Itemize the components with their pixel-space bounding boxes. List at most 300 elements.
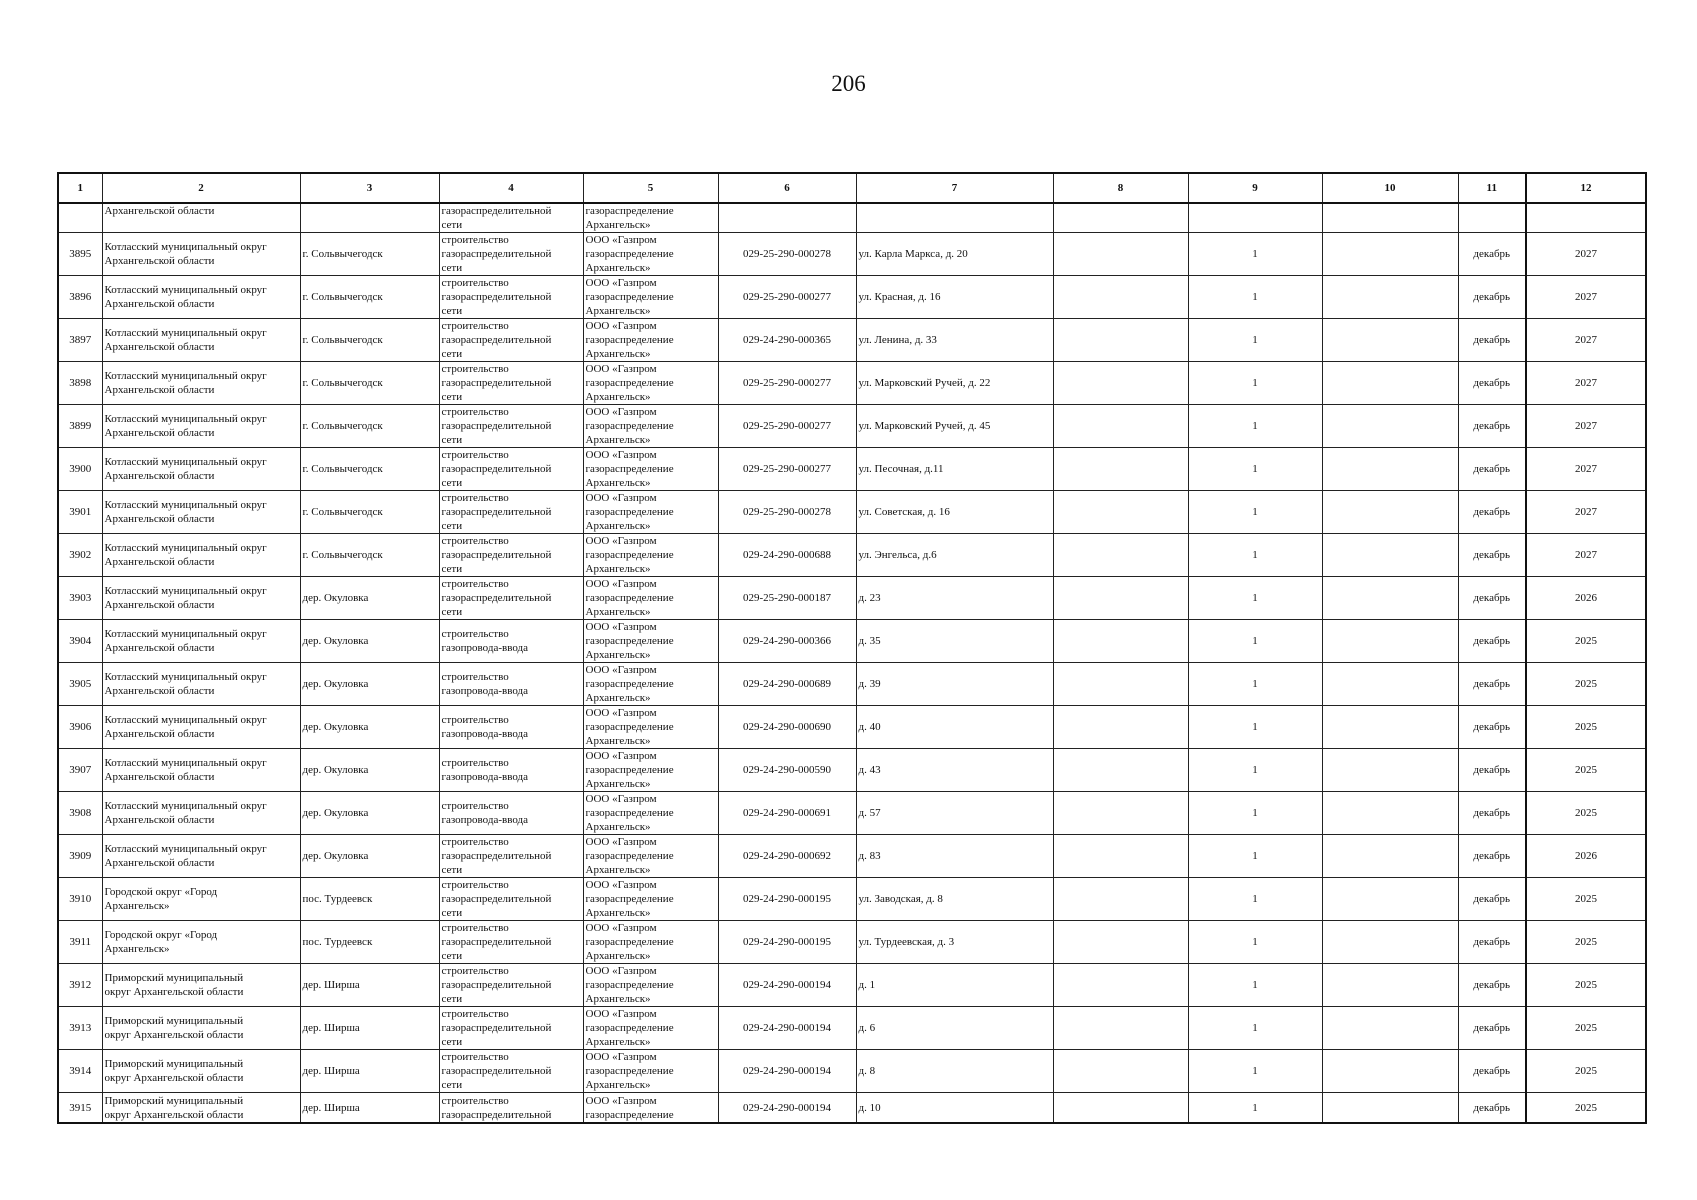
quantity-cell: 1 xyxy=(1188,319,1322,362)
empty-cell xyxy=(1053,921,1188,964)
settlement-cell: пос. Турдеевск xyxy=(300,921,439,964)
organization-cell: ООО «Газпром газораспределение Архангельск» xyxy=(583,706,718,749)
table-row xyxy=(58,792,1646,835)
month-cell: декабрь xyxy=(1458,362,1526,405)
address-cell: д. 83 xyxy=(856,835,1053,878)
year-cell: 2025 xyxy=(1526,1050,1646,1093)
month-cell: декабрь xyxy=(1458,1007,1526,1050)
code-cell: 029-24-290-000690 xyxy=(718,706,856,749)
month-cell: декабрь xyxy=(1458,706,1526,749)
district-cell: Котласский муниципальный округ Архангельской области xyxy=(102,405,300,448)
settlement-cell: дер. Ширша xyxy=(300,964,439,1007)
table-row xyxy=(58,620,1646,663)
row-number-cell: 3909 xyxy=(58,835,102,878)
empty-cell xyxy=(1053,835,1188,878)
table-row xyxy=(58,276,1646,319)
organization-cell: ООО «Газпром газораспределение Архангельск» xyxy=(583,319,718,362)
month-cell: декабрь xyxy=(1458,233,1526,276)
column-number: 6 xyxy=(718,173,856,203)
year-cell: 2025 xyxy=(1526,921,1646,964)
table-body xyxy=(58,173,1646,1123)
empty-cell xyxy=(1322,405,1458,448)
code-cell xyxy=(718,203,856,233)
empty-cell xyxy=(1053,276,1188,319)
organization-cell: ООО «Газпром газораспределение Архангельск» xyxy=(583,534,718,577)
month-cell: декабрь xyxy=(1458,964,1526,1007)
year-cell: 2025 xyxy=(1526,620,1646,663)
table-row xyxy=(58,1093,1646,1124)
year-cell: 2027 xyxy=(1526,448,1646,491)
quantity-cell: 1 xyxy=(1188,749,1322,792)
table-row xyxy=(58,706,1646,749)
address-cell: ул. Песочная, д.11 xyxy=(856,448,1053,491)
settlement-cell: дер. Окуловка xyxy=(300,663,439,706)
empty-cell xyxy=(1322,362,1458,405)
empty-cell xyxy=(1053,964,1188,1007)
year-cell: 2025 xyxy=(1526,663,1646,706)
column-number: 9 xyxy=(1188,173,1322,203)
address-cell: ул. Карла Маркса, д. 20 xyxy=(856,233,1053,276)
organization-cell: ООО «Газпром газораспределение Архангельск» xyxy=(583,663,718,706)
row-number-cell: 3914 xyxy=(58,1050,102,1093)
column-number: 3 xyxy=(300,173,439,203)
code-cell: 029-24-290-000691 xyxy=(718,792,856,835)
settlement-cell: дер. Окуловка xyxy=(300,706,439,749)
code-cell: 029-25-290-000277 xyxy=(718,405,856,448)
address-cell xyxy=(856,203,1053,233)
month-cell: декабрь xyxy=(1458,405,1526,448)
empty-cell xyxy=(1322,276,1458,319)
quantity-cell: 1 xyxy=(1188,663,1322,706)
address-cell: д. 8 xyxy=(856,1050,1053,1093)
address-cell: д. 10 xyxy=(856,1093,1053,1124)
address-cell: д. 1 xyxy=(856,964,1053,1007)
month-cell: декабрь xyxy=(1458,835,1526,878)
empty-cell xyxy=(1053,663,1188,706)
column-number: 1 xyxy=(58,173,102,203)
settlement-cell: г. Сольвычегодск xyxy=(300,448,439,491)
code-cell: 029-24-290-000194 xyxy=(718,1007,856,1050)
table-row xyxy=(58,534,1646,577)
organization-cell: ООО «Газпром газораспределение Архангельск» xyxy=(583,276,718,319)
district-cell: Котласский муниципальный округ Архангельской области xyxy=(102,362,300,405)
quantity-cell: 1 xyxy=(1188,491,1322,534)
empty-cell xyxy=(1053,448,1188,491)
address-cell: д. 40 xyxy=(856,706,1053,749)
table-row xyxy=(58,233,1646,276)
work-type-cell: строительство газопровода-ввода xyxy=(439,792,583,835)
work-type-cell: строительство газораспределительной сети xyxy=(439,233,583,276)
code-cell: 029-24-290-000692 xyxy=(718,835,856,878)
district-cell: Котласский муниципальный округ Архангельской области xyxy=(102,749,300,792)
month-cell: декабрь xyxy=(1458,749,1526,792)
empty-cell xyxy=(1053,534,1188,577)
year-cell: 2025 xyxy=(1526,1093,1646,1124)
empty-cell xyxy=(1322,835,1458,878)
row-number-cell: 3906 xyxy=(58,706,102,749)
empty-cell xyxy=(1322,534,1458,577)
row-number-cell: 3897 xyxy=(58,319,102,362)
row-number-cell: 3895 xyxy=(58,233,102,276)
empty-cell xyxy=(1322,964,1458,1007)
work-type-cell: строительство газораспределительной сети xyxy=(439,964,583,1007)
column-number: 4 xyxy=(439,173,583,203)
empty-cell xyxy=(1053,1050,1188,1093)
empty-cell xyxy=(1053,1093,1188,1124)
quantity-cell: 1 xyxy=(1188,405,1322,448)
month-cell: декабрь xyxy=(1458,1050,1526,1093)
address-cell: ул. Советская, д. 16 xyxy=(856,491,1053,534)
address-cell: ул. Турдеевская, д. 3 xyxy=(856,921,1053,964)
row-number-cell: 3915 xyxy=(58,1093,102,1124)
work-type-cell: строительство газораспределительной сети xyxy=(439,319,583,362)
empty-cell xyxy=(1322,620,1458,663)
month-cell: декабрь xyxy=(1458,792,1526,835)
empty-cell xyxy=(1322,706,1458,749)
settlement-cell: пос. Турдеевск xyxy=(300,878,439,921)
settlement-cell: дер. Окуловка xyxy=(300,620,439,663)
settlement-cell: дер. Ширша xyxy=(300,1050,439,1093)
quantity-cell: 1 xyxy=(1188,921,1322,964)
month-cell: декабрь xyxy=(1458,878,1526,921)
column-number: 5 xyxy=(583,173,718,203)
row-number-cell: 3900 xyxy=(58,448,102,491)
settlement-cell: г. Сольвычегодск xyxy=(300,276,439,319)
work-type-cell: строительство газопровода-ввода xyxy=(439,706,583,749)
code-cell: 029-25-290-000278 xyxy=(718,491,856,534)
table-row xyxy=(58,362,1646,405)
column-number: 7 xyxy=(856,173,1053,203)
month-cell: декабрь xyxy=(1458,534,1526,577)
quantity-cell: 1 xyxy=(1188,233,1322,276)
work-type-cell: строительство газораспределительной сети xyxy=(439,577,583,620)
district-cell: Котласский муниципальный округ Архангельской области xyxy=(102,706,300,749)
table-row xyxy=(58,878,1646,921)
work-type-cell: строительство газопровода-ввода xyxy=(439,620,583,663)
settlement-cell: дер. Ширша xyxy=(300,1093,439,1124)
table-row xyxy=(58,491,1646,534)
settlement-cell: г. Сольвычегодск xyxy=(300,491,439,534)
organization-cell: ООО «Газпром газораспределение Архангельск» xyxy=(583,577,718,620)
address-cell: д. 43 xyxy=(856,749,1053,792)
address-cell: ул. Марковский Ручей, д. 45 xyxy=(856,405,1053,448)
organization-cell: ООО «Газпром газораспределение Архангельск» xyxy=(583,964,718,1007)
table-row xyxy=(58,921,1646,964)
district-cell: Котласский муниципальный округ Архангельской области xyxy=(102,577,300,620)
empty-cell xyxy=(1053,706,1188,749)
address-cell: д. 57 xyxy=(856,792,1053,835)
year-cell: 2027 xyxy=(1526,362,1646,405)
month-cell: декабрь xyxy=(1458,448,1526,491)
code-cell: 029-25-290-000187 xyxy=(718,577,856,620)
district-cell: Котласский муниципальный округ Архангельской области xyxy=(102,663,300,706)
work-type-cell: строительство газораспределительной сети xyxy=(439,448,583,491)
row-number-cell: 3899 xyxy=(58,405,102,448)
district-cell: Котласский муниципальный округ Архангельской области xyxy=(102,319,300,362)
row-number-cell xyxy=(58,203,102,233)
column-number: 10 xyxy=(1322,173,1458,203)
address-cell: ул. Заводская, д. 8 xyxy=(856,878,1053,921)
organization-cell: ООО «Газпром газораспределение Архангельск» xyxy=(583,362,718,405)
work-type-cell: строительство газораспределительной сети xyxy=(439,362,583,405)
work-type-cell: строительство газораспределительной сети xyxy=(439,878,583,921)
work-type-cell: строительство газопровода-ввода xyxy=(439,663,583,706)
year-cell: 2025 xyxy=(1526,749,1646,792)
empty-cell xyxy=(1053,203,1188,233)
quantity-cell: 1 xyxy=(1188,276,1322,319)
column-number: 2 xyxy=(102,173,300,203)
work-type-cell: строительство газораспределительной сети xyxy=(439,491,583,534)
row-number-cell: 3903 xyxy=(58,577,102,620)
empty-cell xyxy=(1322,749,1458,792)
code-cell: 029-24-290-000194 xyxy=(718,964,856,1007)
empty-cell xyxy=(1322,663,1458,706)
code-cell: 029-24-290-000688 xyxy=(718,534,856,577)
empty-cell xyxy=(1322,233,1458,276)
code-cell: 029-24-290-000194 xyxy=(718,1093,856,1124)
year-cell xyxy=(1526,203,1646,233)
code-cell: 029-25-290-000277 xyxy=(718,362,856,405)
settlement-cell: г. Сольвычегодск xyxy=(300,534,439,577)
row-number-cell: 3907 xyxy=(58,749,102,792)
work-type-cell: газораспределительной сети xyxy=(439,203,583,233)
address-cell: д. 39 xyxy=(856,663,1053,706)
month-cell: декабрь xyxy=(1458,319,1526,362)
row-number-cell: 3902 xyxy=(58,534,102,577)
quantity-cell: 1 xyxy=(1188,792,1322,835)
quantity-cell: 1 xyxy=(1188,835,1322,878)
work-type-cell: строительство газораспределительной сети xyxy=(439,835,583,878)
quantity-cell xyxy=(1188,203,1322,233)
table-row xyxy=(58,964,1646,1007)
empty-cell xyxy=(1053,362,1188,405)
empty-cell xyxy=(1322,878,1458,921)
work-type-cell: строительство газораспределительной сети xyxy=(439,1007,583,1050)
empty-cell xyxy=(1053,749,1188,792)
month-cell: декабрь xyxy=(1458,276,1526,319)
year-cell: 2026 xyxy=(1526,577,1646,620)
code-cell: 029-24-290-000195 xyxy=(718,878,856,921)
address-cell: д. 6 xyxy=(856,1007,1053,1050)
table-row xyxy=(58,1050,1646,1093)
address-cell: ул. Марковский Ручей, д. 22 xyxy=(856,362,1053,405)
settlement-cell: дер. Окуловка xyxy=(300,577,439,620)
quantity-cell: 1 xyxy=(1188,964,1322,1007)
column-number-row xyxy=(58,173,1646,203)
code-cell: 029-24-290-000366 xyxy=(718,620,856,663)
organization-cell: ООО «Газпром газораспределение Архангельск» xyxy=(583,835,718,878)
empty-cell xyxy=(1053,319,1188,362)
code-cell: 029-25-290-000277 xyxy=(718,276,856,319)
district-cell: Городской округ «Город Архангельск» xyxy=(102,921,300,964)
settlement-cell: дер. Окуловка xyxy=(300,792,439,835)
quantity-cell: 1 xyxy=(1188,534,1322,577)
quantity-cell: 1 xyxy=(1188,1093,1322,1124)
table-row xyxy=(58,577,1646,620)
quantity-cell: 1 xyxy=(1188,878,1322,921)
empty-cell xyxy=(1053,405,1188,448)
district-cell: Приморский муниципальный округ Архангельской области xyxy=(102,1093,300,1124)
district-cell: Приморский муниципальный округ Архангельской области xyxy=(102,1050,300,1093)
empty-cell xyxy=(1322,1007,1458,1050)
quantity-cell: 1 xyxy=(1188,1007,1322,1050)
settlement-cell: дер. Окуловка xyxy=(300,749,439,792)
work-type-cell: строительство газораспределительной сети xyxy=(439,534,583,577)
table-row xyxy=(58,1007,1646,1050)
address-cell: д. 23 xyxy=(856,577,1053,620)
empty-cell xyxy=(1322,921,1458,964)
district-cell: Котласский муниципальный округ Архангельской области xyxy=(102,534,300,577)
year-cell: 2027 xyxy=(1526,319,1646,362)
empty-cell xyxy=(1322,1050,1458,1093)
code-cell: 029-24-290-000590 xyxy=(718,749,856,792)
year-cell: 2025 xyxy=(1526,964,1646,1007)
row-number-cell: 3913 xyxy=(58,1007,102,1050)
column-number: 12 xyxy=(1526,173,1646,203)
year-cell: 2026 xyxy=(1526,835,1646,878)
empty-cell xyxy=(1322,792,1458,835)
row-number-cell: 3910 xyxy=(58,878,102,921)
organization-cell: ООО «Газпром газораспределение xyxy=(583,1093,718,1124)
district-cell: Котласский муниципальный округ Архангельской области xyxy=(102,792,300,835)
carry-over-row xyxy=(58,203,1646,233)
empty-cell xyxy=(1322,448,1458,491)
code-cell: 029-25-290-000278 xyxy=(718,233,856,276)
empty-cell xyxy=(1322,319,1458,362)
work-type-cell: строительство газораспределительной сети xyxy=(439,276,583,319)
organization-cell: ООО «Газпром газораспределение Архангельск» xyxy=(583,448,718,491)
district-cell: Архангельской области xyxy=(102,203,300,233)
district-cell: Приморский муниципальный округ Архангельской области xyxy=(102,1007,300,1050)
year-cell: 2027 xyxy=(1526,491,1646,534)
code-cell: 029-24-290-000689 xyxy=(718,663,856,706)
work-type-cell: строительство газораспределительной xyxy=(439,1093,583,1124)
quantity-cell: 1 xyxy=(1188,448,1322,491)
address-cell: д. 35 xyxy=(856,620,1053,663)
quantity-cell: 1 xyxy=(1188,1050,1322,1093)
table-row xyxy=(58,448,1646,491)
year-cell: 2025 xyxy=(1526,878,1646,921)
table-row xyxy=(58,835,1646,878)
settlement-cell: г. Сольвычегодск xyxy=(300,362,439,405)
organization-cell: ООО «Газпром газораспределение Архангельск» xyxy=(583,620,718,663)
column-number: 11 xyxy=(1458,173,1526,203)
row-number-cell: 3905 xyxy=(58,663,102,706)
work-type-cell: строительство газопровода-ввода xyxy=(439,749,583,792)
row-number-cell: 3901 xyxy=(58,491,102,534)
empty-cell xyxy=(1053,233,1188,276)
address-cell: ул. Красная, д. 16 xyxy=(856,276,1053,319)
month-cell: декабрь xyxy=(1458,491,1526,534)
organization-cell: ООО «Газпром газораспределение Архангельск» xyxy=(583,878,718,921)
empty-cell xyxy=(1322,577,1458,620)
empty-cell xyxy=(1322,1093,1458,1124)
row-number-cell: 3904 xyxy=(58,620,102,663)
code-cell: 029-24-290-000194 xyxy=(718,1050,856,1093)
organization-cell: ООО «Газпром газораспределение Архангельск» xyxy=(583,792,718,835)
row-number-cell: 3896 xyxy=(58,276,102,319)
district-cell: Котласский муниципальный округ Архангельской области xyxy=(102,233,300,276)
row-number-cell: 3898 xyxy=(58,362,102,405)
empty-cell xyxy=(1053,792,1188,835)
work-type-cell: строительство газораспределительной сети xyxy=(439,921,583,964)
empty-cell xyxy=(1053,491,1188,534)
settlement-cell: г. Сольвычегодск xyxy=(300,319,439,362)
month-cell: декабрь xyxy=(1458,921,1526,964)
settlement-cell: дер. Ширша xyxy=(300,1007,439,1050)
district-cell: Котласский муниципальный округ Архангельской области xyxy=(102,276,300,319)
organization-cell: газораспределение Архангельск» xyxy=(583,203,718,233)
district-cell: Котласский муниципальный округ Архангельской области xyxy=(102,835,300,878)
empty-cell xyxy=(1322,491,1458,534)
empty-cell xyxy=(1053,878,1188,921)
table-row xyxy=(58,319,1646,362)
quantity-cell: 1 xyxy=(1188,706,1322,749)
month-cell: декабрь xyxy=(1458,577,1526,620)
table-row xyxy=(58,749,1646,792)
table-row xyxy=(58,405,1646,448)
organization-cell: ООО «Газпром газораспределение Архангельск» xyxy=(583,1007,718,1050)
year-cell: 2025 xyxy=(1526,706,1646,749)
district-cell: Котласский муниципальный округ Архангельской области xyxy=(102,491,300,534)
year-cell: 2027 xyxy=(1526,233,1646,276)
address-cell: ул. Ленина, д. 33 xyxy=(856,319,1053,362)
year-cell: 2025 xyxy=(1526,1007,1646,1050)
organization-cell: ООО «Газпром газораспределение Архангельск» xyxy=(583,749,718,792)
organization-cell: ООО «Газпром газораспределение Архангельск» xyxy=(583,233,718,276)
district-cell: Котласский муниципальный округ Архангельской области xyxy=(102,620,300,663)
month-cell: декабрь xyxy=(1458,620,1526,663)
settlement-cell: г. Сольвычегодск xyxy=(300,233,439,276)
row-number-cell: 3911 xyxy=(58,921,102,964)
district-cell: Городской округ «Город Архангельск» xyxy=(102,878,300,921)
district-cell: Приморский муниципальный округ Архангельской области xyxy=(102,964,300,1007)
empty-cell xyxy=(1053,620,1188,663)
empty-cell xyxy=(1053,1007,1188,1050)
register-table xyxy=(57,172,1647,1124)
work-type-cell: строительство газораспределительной сети xyxy=(439,405,583,448)
table-row xyxy=(58,663,1646,706)
district-cell: Котласский муниципальный округ Архангельской области xyxy=(102,448,300,491)
organization-cell: ООО «Газпром газораспределение Архангельск» xyxy=(583,405,718,448)
month-cell: декабрь xyxy=(1458,1093,1526,1124)
quantity-cell: 1 xyxy=(1188,620,1322,663)
empty-cell xyxy=(1322,203,1458,233)
organization-cell: ООО «Газпром газораспределение Архангельск» xyxy=(583,921,718,964)
settlement-cell xyxy=(300,203,439,233)
settlement-cell: дер. Окуловка xyxy=(300,835,439,878)
work-type-cell: строительство газораспределительной сети xyxy=(439,1050,583,1093)
code-cell: 029-24-290-000365 xyxy=(718,319,856,362)
organization-cell: ООО «Газпром газораспределение Архангельск» xyxy=(583,491,718,534)
year-cell: 2025 xyxy=(1526,792,1646,835)
code-cell: 029-24-290-000195 xyxy=(718,921,856,964)
row-number-cell: 3908 xyxy=(58,792,102,835)
year-cell: 2027 xyxy=(1526,405,1646,448)
row-number-cell: 3912 xyxy=(58,964,102,1007)
month-cell xyxy=(1458,203,1526,233)
address-cell: ул. Энгельса, д.6 xyxy=(856,534,1053,577)
quantity-cell: 1 xyxy=(1188,577,1322,620)
empty-cell xyxy=(1053,577,1188,620)
organization-cell: ООО «Газпром газораспределение Архангельск» xyxy=(583,1050,718,1093)
page-number: 206 xyxy=(831,71,866,96)
code-cell: 029-25-290-000277 xyxy=(718,448,856,491)
month-cell: декабрь xyxy=(1458,663,1526,706)
column-number: 8 xyxy=(1053,173,1188,203)
year-cell: 2027 xyxy=(1526,276,1646,319)
year-cell: 2027 xyxy=(1526,534,1646,577)
